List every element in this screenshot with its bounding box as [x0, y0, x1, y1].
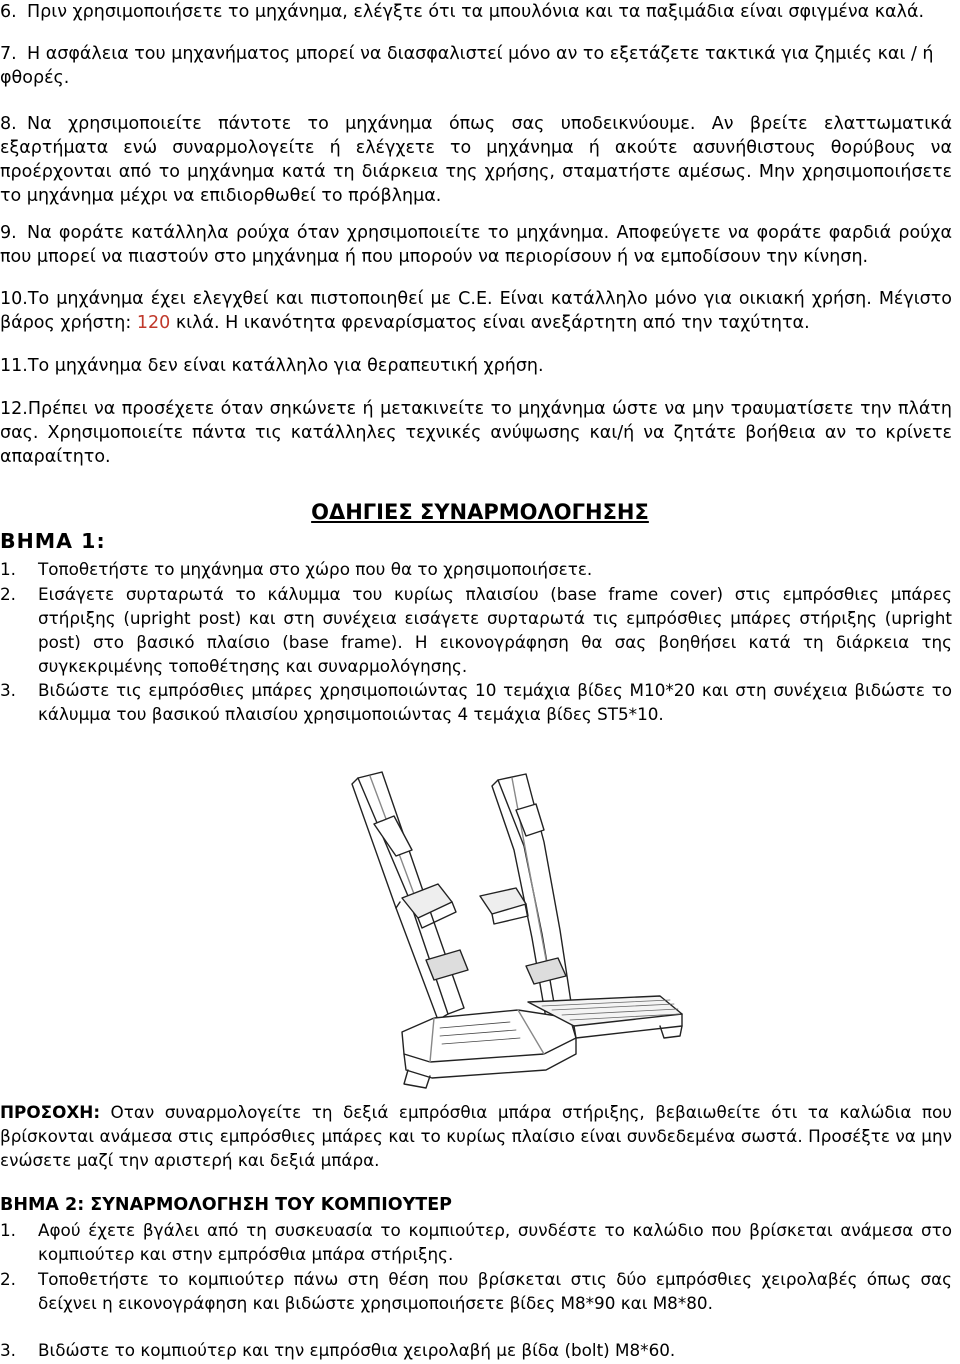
warning-text: Οταν συναρμολογείτε τη δεξιά εμπρόσθια μπάρα στήριξης, βεβαιωθείτε ότι τα καλώδια που βρίσκονται ανάμεσα στις εμπρόσθιες μπάρες και το κυρίως πλαίσιο είναι συνδεδεμένα σωστά. Προσέξτε να μην ενώσετε μαζί την αριστερή και δεξιά μπάρα.	[0, 1102, 952, 1170]
item-text: Να χρησιμοποιείτε πάντοτε το μηχάνημα όπως σας υποδεικνύουμε. Αν βρείτε ελαττωματικά εξαρτήματα ενώ συναρμολογείτε ή ελέγχετε το μηχάνημα ή ακούτε ασυνήθιστους θορύβους να προέρχονται από το μηχάνημα κατά τη διάρκεια της χρήσης, σταματήστε αμέσως. Μην χρησιμοποιήσετε το μηχάνημα μέχρι να επιδιορθωθεί το πρόβλημα.	[0, 114, 952, 206]
item-text: Αφού έχετε βγάλει από τη συσκευασία το κομπιούτερ, συνδέστε το καλώδιο που βρίσκεται ανάμεσα στο κομπιούτερ και στην εμπρόσθια μπάρα στήριξης.	[38, 1220, 952, 1264]
warning-label: ΠΡΟΣΟΧΗ:	[0, 1102, 101, 1122]
item-text: Να φοράτε κατάλληλα ρούχα όταν χρησιμοποιείτε το μηχάνημα. Αποφεύγετε να φοράτε φαρδιά ρούχα που μπορεί να πιαστούν στο μηχάνημα ή που μπορούν να περιορίσουν ή να εμποδίσουν την κίνηση.	[0, 223, 952, 267]
step2-item-1	[0, 1218, 952, 1266]
item-number: 3.	[0, 680, 17, 700]
item-text: Εισάγετε συρταρωτά το κάλυμμα του κυρίως πλαισίου (base frame cover) στις εμπρόσθιες μπάρες στήριξης (upright post) και στη συνέχεια εισάγετε συρταρωτά τις εμπρόσθιες μπάρες στήριξης (upright post) στο βασικό πλαίσιο (base frame). Η εικονογράφηση θα σας βοηθήσει κατά τη διάρκεια της συγκεκριμένης τοποθέτησης και συναρμολόγησης.	[38, 584, 952, 676]
safety-item-7	[0, 42, 952, 90]
step1-item-3	[0, 678, 952, 726]
item-text: Τοποθετήστε το κομπιούτερ πάνω στη θέση που βρίσκεται στις δύο εμπρόσθιες χειρολαβές όπως σας δείχνει η εικονογράφηση και βιδώστε χρησιμοποιήσετε βίδες M8*90 και M8*80.	[38, 1269, 952, 1313]
item-text: Βιδώστε τις εμπρόσθιες μπάρες χρησιμοποιώντας 10 τεμάχια βίδες M10*20 και στη συνέχεια βιδώστε το κάλυμμα του βασικού πλαισίου χρησιμοποιώντας 4 τεμάχια βίδες ST5*10.	[38, 680, 952, 724]
safety-item-10	[0, 287, 952, 335]
item-text: Η ασφάλεια του μηχανήματος μπορεί να διασφαλιστεί μόνο αν το εξετάζετε τακτικά για ζημιές και / ή φθορές.	[0, 44, 934, 88]
safety-item-8	[0, 112, 952, 208]
warning-note	[0, 1100, 952, 1172]
item-text: Το μηχάνημα έχει ελεγχθεί και πιστοποιηθεί με C.E. Είναι κατάλληλο μόνο για οικιακή χρήση. Μέγιστο βάρος χρήστη:	[0, 289, 952, 333]
item-text: Τοποθετήστε το μηχάνημα στο χώρο που θα το χρησιμοποιήσετε.	[38, 559, 593, 579]
safety-item-6	[0, 0, 952, 24]
item-number: 3.	[0, 1340, 17, 1360]
step2-item-3	[0, 1338, 952, 1362]
safety-item-12	[0, 397, 952, 469]
treadmill-assembly-illustration	[330, 770, 690, 1090]
item-number: 2.	[0, 584, 17, 604]
step1-title: ΒΗΜΑ 1:	[0, 529, 106, 553]
item-text: Το μηχάνημα δεν είναι κατάλληλο για θεραπευτική χρήση.	[27, 356, 544, 376]
assembly-heading	[0, 500, 960, 524]
step1-item-1	[0, 557, 952, 581]
safety-item-9	[0, 221, 952, 269]
item-number: 1.	[0, 1220, 17, 1240]
step1-item-2	[0, 582, 952, 678]
max-weight-value: 120	[136, 313, 171, 333]
item-number: 6.	[0, 2, 17, 22]
item-number: 1.	[0, 559, 17, 579]
item-number: 12.	[0, 399, 28, 419]
item-number: 10.	[0, 289, 28, 309]
step2-title: ΒΗΜΑ 2: ΣΥΝΑΡΜΟΛΟΓΗΣΗ ΤΟΥ ΚΟΜΠΙΟΥΤΕΡ	[0, 1195, 453, 1215]
safety-item-11	[0, 354, 952, 378]
item-text: Πριν χρησιμοποιήσετε το μηχάνημα, ελέγξτε ότι τα μπουλόνια και τα παξιμάδια είναι σφιγμένα καλά.	[27, 2, 925, 22]
item-number: 9.	[0, 223, 17, 243]
item-number: 8.	[0, 114, 17, 134]
item-number: 11.	[0, 356, 28, 376]
item-text: κιλά. Η ικανότητα φρεναρίσματος είναι ανεξάρτητη από την ταχύτητα.	[170, 313, 810, 333]
assembly-heading-text: ΟΔΗΓΙΕΣ ΣΥΝΑΡΜΟΛΟΓΗΣΗΣ	[311, 500, 649, 524]
item-text: Βιδώστε το κομπιούτερ και την εμπρόσθια χειρολαβή με βίδα (bolt) M8*60.	[38, 1340, 676, 1360]
item-number: 2.	[0, 1269, 17, 1289]
item-number: 7.	[0, 44, 17, 64]
step2-item-2	[0, 1267, 952, 1315]
item-text: Πρέπει να προσέχετε όταν σηκώνετε ή μετακινείτε το μηχάνημα ώστε να μην τραυματίσετε την πλάτη σας. Χρησιμοποιείτε πάντα τις κατάλληλες τεχνικές ανύψωσης και/ή να ζητάτε βοήθεια αν το κρίνετε απαραίτητο.	[0, 399, 952, 467]
